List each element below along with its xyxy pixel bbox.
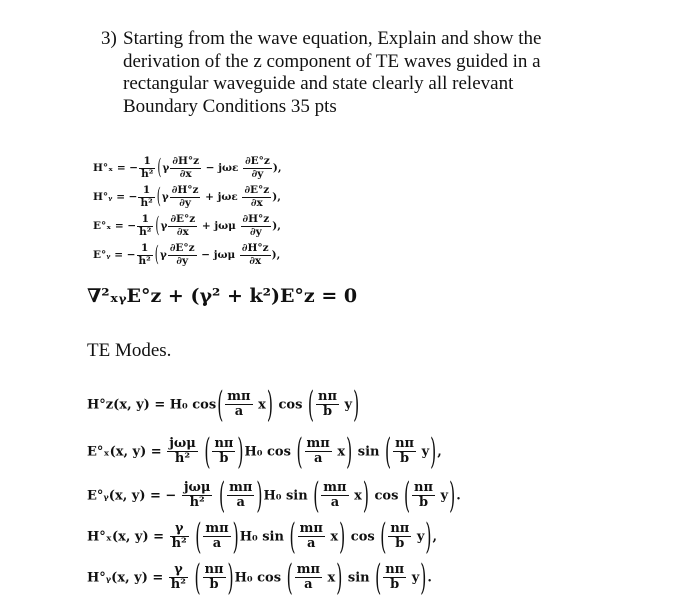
question-line-3: rectangular waveguide and state clearly all relevant [123,73,514,94]
question-line-2: derivation of the z component of TE waves guided in a [123,50,541,72]
question-number: 3) [101,28,117,49]
transverse-eq-hx: H°ₓ = − $\frac{1}{\text{h²}}$ (γ $\frac{\partial H^\circ z}{\partial x}$ − jωε $\frac{\partial E^\circ z}{\partial y}$ ), [93,155,282,181]
transverse-eq-ey: E°ᵧ = − $\frac{1}{\text{h²}}$ (γ $\frac{\partial E^\circ z}{\partial y}$ − jωμ $\frac{\partial H^\circ z}{\partial x}$ ), [93,242,281,268]
eq-coef: $\frac{1}{\text{h²}}$ [141,155,154,180]
question-line-4: Boundary Conditions 35 pts [123,95,337,117]
wave-equation: ∇²ₓᵧE°z + (γ² + k²)E°z = 0 [87,285,358,307]
te-eq-hy: H°ᵧ(x, y) = $\frac{\gamma}{\text{h²}}$ ( $\frac{n\pi}{b}$ )H₀ cos ( $\frac{m\pi}{a}$ x) sin ( $\frac{n\pi}{b}$ y). [87,557,432,599]
question-line-1: Starting from the wave equation, Explain and show the [123,28,542,49]
te-eq-hx: H°ₓ(x, y) = $\frac{\gamma}{\text{h²}}$ ( $\frac{m\pi}{a}$ )H₀ sin ( $\frac{m\pi}{a}$ x) cos ( $\frac{n\pi}{b}$ y), [87,516,437,558]
te-eq-ey: E°ᵧ(x, y) = − $\frac{\text{jωμ}}{\text{h²}}$ ( $\frac{m\pi}{a}$ )H₀ sin ( $\frac{m\pi}{a}$ x) cos ( $\frac{n\pi}{b}$ y). [87,475,461,517]
question-block [101,28,621,118]
transverse-eq-ex: E°ₓ = − $\frac{1}{\text{h²}}$ (γ $\frac{\partial E^\circ z}{\partial x}$ + jωμ $\frac{\partial H^\circ z}{\partial y}$ ), [93,213,281,239]
section-title: TE Modes. [87,340,172,361]
transverse-eq-hy: H°ᵧ = − $\frac{1}{\text{h²}}$ (γ $\frac{\partial H^\circ z}{\partial y}$ + jωε $\frac{\partial E^\circ z}{\partial x}$ ), [93,184,281,210]
te-eq-ex: E°ₓ(x, y) = $\frac{\text{jωμ}}{\text{h²}}$ ( $\frac{n\pi}{b}$ )H₀ cos ( $\frac{m\pi}{a}$ x) sin ( $\frac{n\pi}{b}$ y), [87,431,442,473]
te-eq-hz: H°z(x, y) = H₀ cos( $\frac{m\pi}{a}$ x) cos ( $\frac{n\pi}{b}$ y) [87,384,360,426]
eq-lhs: H°ₓ = − [93,162,139,175]
